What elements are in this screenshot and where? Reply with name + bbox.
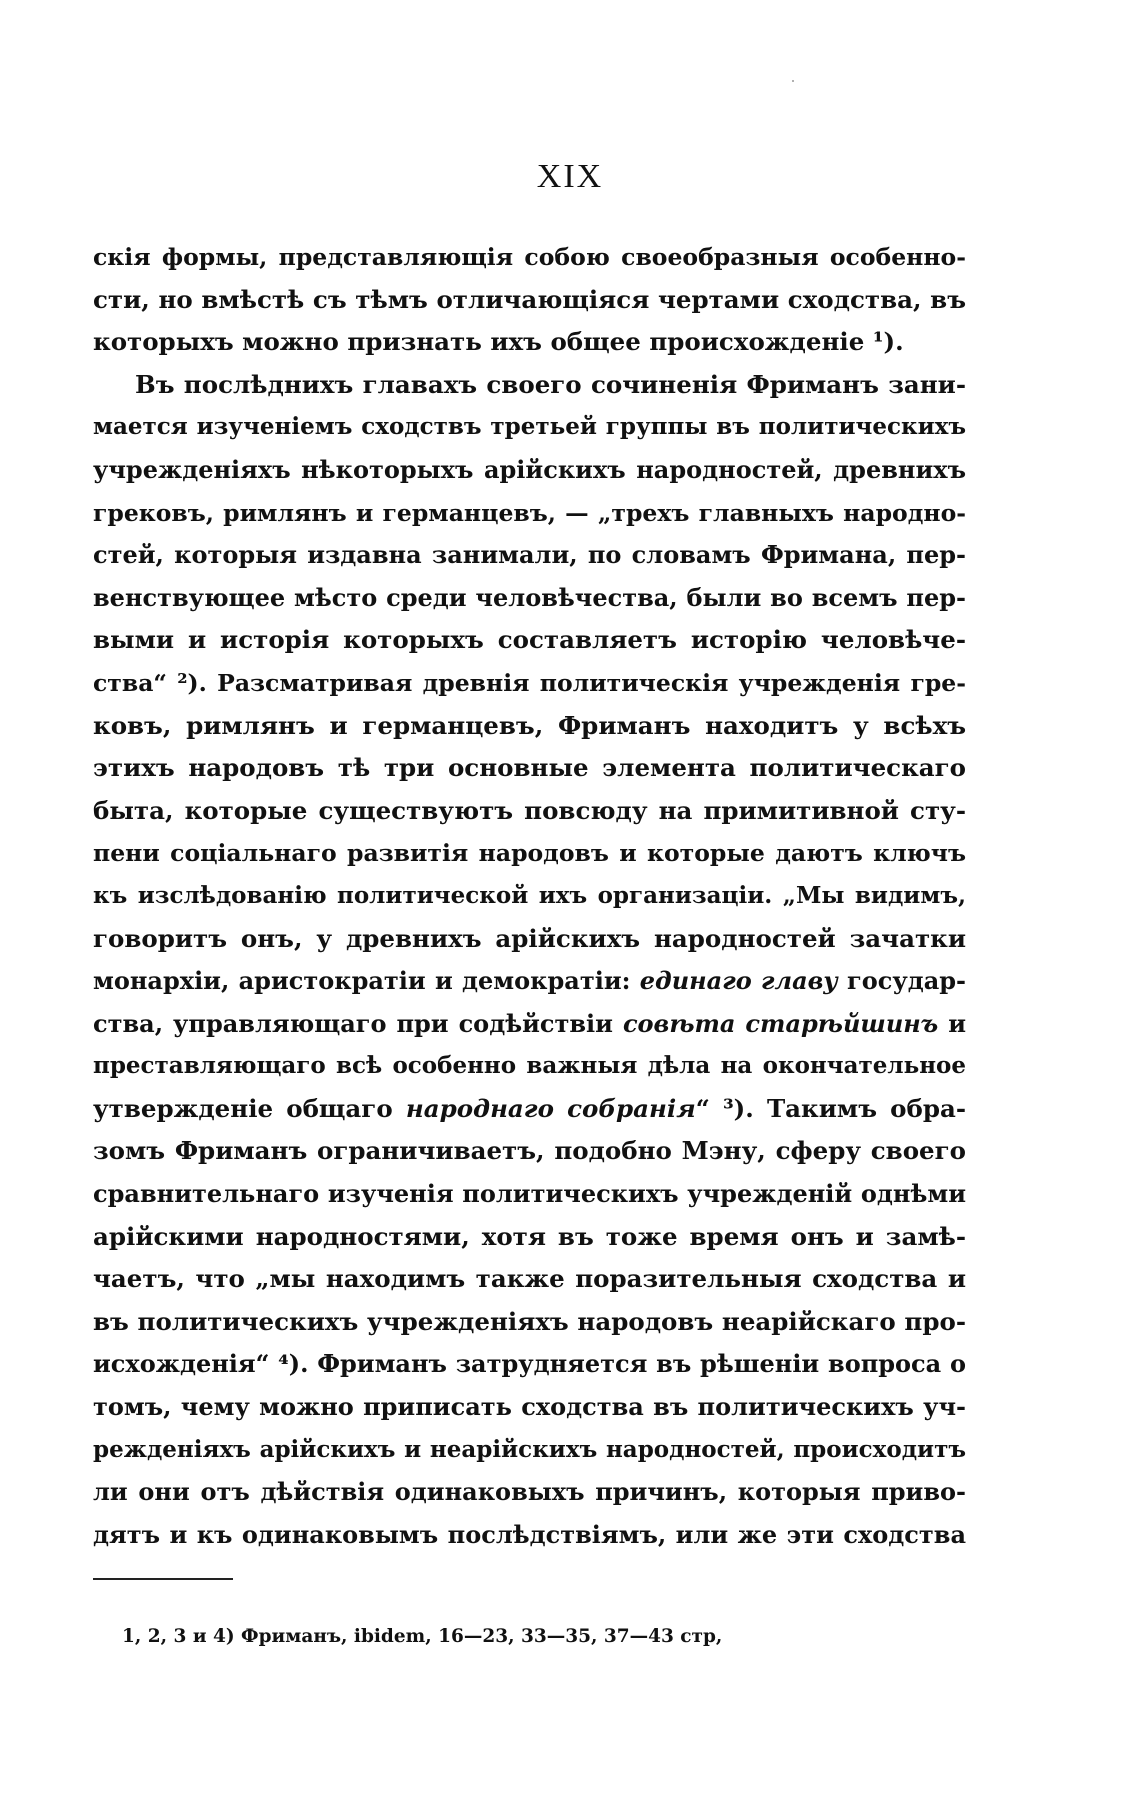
- text-line: томъ, чему можно приписать сходства въ политическихъ уч-: [93, 1392, 966, 1422]
- text-line: которыхъ можно признать ихъ общее происхожденіе ¹).: [93, 327, 904, 357]
- text-segment: ства, управляющаго при содѣйствіи: [93, 1008, 613, 1038]
- text-line: ства“ ²). Разсматривая древнія политическія учрежденія гре-: [93, 668, 966, 697]
- text-line: этихъ народовъ тѣ три основные элемента политическаго: [93, 753, 966, 783]
- text-line: грековъ, римлянъ и германцевъ, — „трехъ главныхъ народно-: [93, 498, 966, 527]
- text-line: Въ послѣднихъ главахъ своего сочиненія Фриманъ зани-: [135, 369, 966, 399]
- text-line-mixed: [93, 1088, 966, 1131]
- text-line: сти, но вмѣстѣ съ тѣмъ отличающіяся чертами сходства, въ: [93, 284, 966, 314]
- text-line: къ изслѣдованію политической ихъ организаціи. „Мы видимъ,: [93, 881, 966, 909]
- text-line: исхожденія“ ⁴). Фриманъ затрудняется въ рѣшеніи вопроса о: [93, 1349, 966, 1379]
- footnote: 1, 2, 3 и 4) Фриманъ, ibidem, 16—23, 33—35, 37—43 стр,: [122, 1626, 723, 1647]
- text-line-mixed: [93, 1003, 966, 1046]
- text-line: венствующее мѣсто среди человѣчества, были во всемъ пер-: [93, 582, 966, 612]
- text-line: быта, которые существуютъ повсюду на примитивной сту-: [93, 795, 966, 825]
- text-line: учрежденіяхъ нѣкоторыхъ арійскихъ народностей, древнихъ: [93, 454, 966, 484]
- text-line: мается изученіемъ сходствъ третьей группы въ политическихъ: [93, 413, 966, 441]
- text-line: сравнительнаго изученія политическихъ учрежденій однѣми: [93, 1179, 966, 1209]
- text-line: ли они отъ дѣйствія одинаковыхъ причинъ, которыя приво-: [93, 1477, 966, 1507]
- text-line: стей, которыя издавна занимали, по словамъ Фримана, пер-: [93, 540, 966, 570]
- text-line: пени соціальнаго развитія народовъ и которые даютъ ключъ: [93, 839, 966, 868]
- text-line: говоритъ онъ, у древнихъ арійскихъ народностей зачатки: [93, 923, 966, 953]
- text-segment: утвержденіе общаго: [93, 1093, 393, 1123]
- text-segment: монархіи, аристократіи и демократіи:: [93, 966, 631, 996]
- text-line: преставляющаго всѣ особенно важныя дѣла на окончательное: [93, 1052, 966, 1080]
- text-line: чаетъ, что „мы находимъ также поразительныя сходства и: [93, 1264, 966, 1294]
- text-line: выми и исторія которыхъ составляетъ исторію человѣче-: [93, 625, 966, 655]
- text-line: дятъ и къ одинаковымъ послѣдствіямъ, или же эти сходства: [93, 1519, 966, 1549]
- text-line: скія формы, представляющія собою своеобразныя особенно-: [93, 243, 966, 271]
- page-number: XIX: [536, 158, 604, 195]
- text-line: режденіяхъ арійскихъ и неарійскихъ народностей, происходитъ: [93, 1435, 966, 1463]
- text-segment: государ-: [847, 966, 967, 996]
- italic-phrase: единаго главу: [639, 966, 838, 996]
- footnote-divider: [93, 1578, 233, 1580]
- italic-phrase: совѣта старѣйшинъ: [622, 1008, 939, 1038]
- text-segment: и: [948, 1008, 967, 1038]
- speck-mark: [792, 80, 794, 82]
- italic-phrase: народнаго собранія: [405, 1093, 696, 1123]
- text-line: арійскими народностями, хотя въ тоже время онъ и замѣ-: [93, 1221, 966, 1251]
- text-line: ковъ, римлянъ и германцевъ, Фриманъ находитъ у всѣхъ: [93, 710, 966, 740]
- text-line: въ политическихъ учрежденіяхъ народовъ неарійскаго про-: [93, 1306, 966, 1336]
- text-line-mixed: [93, 960, 966, 1003]
- text-segment: “ ³). Такимъ обра-: [695, 1093, 966, 1123]
- main-text: [93, 236, 966, 1556]
- text-line: зомъ Фриманъ ограничиваетъ, подобно Мэну, сферу своего: [93, 1136, 966, 1166]
